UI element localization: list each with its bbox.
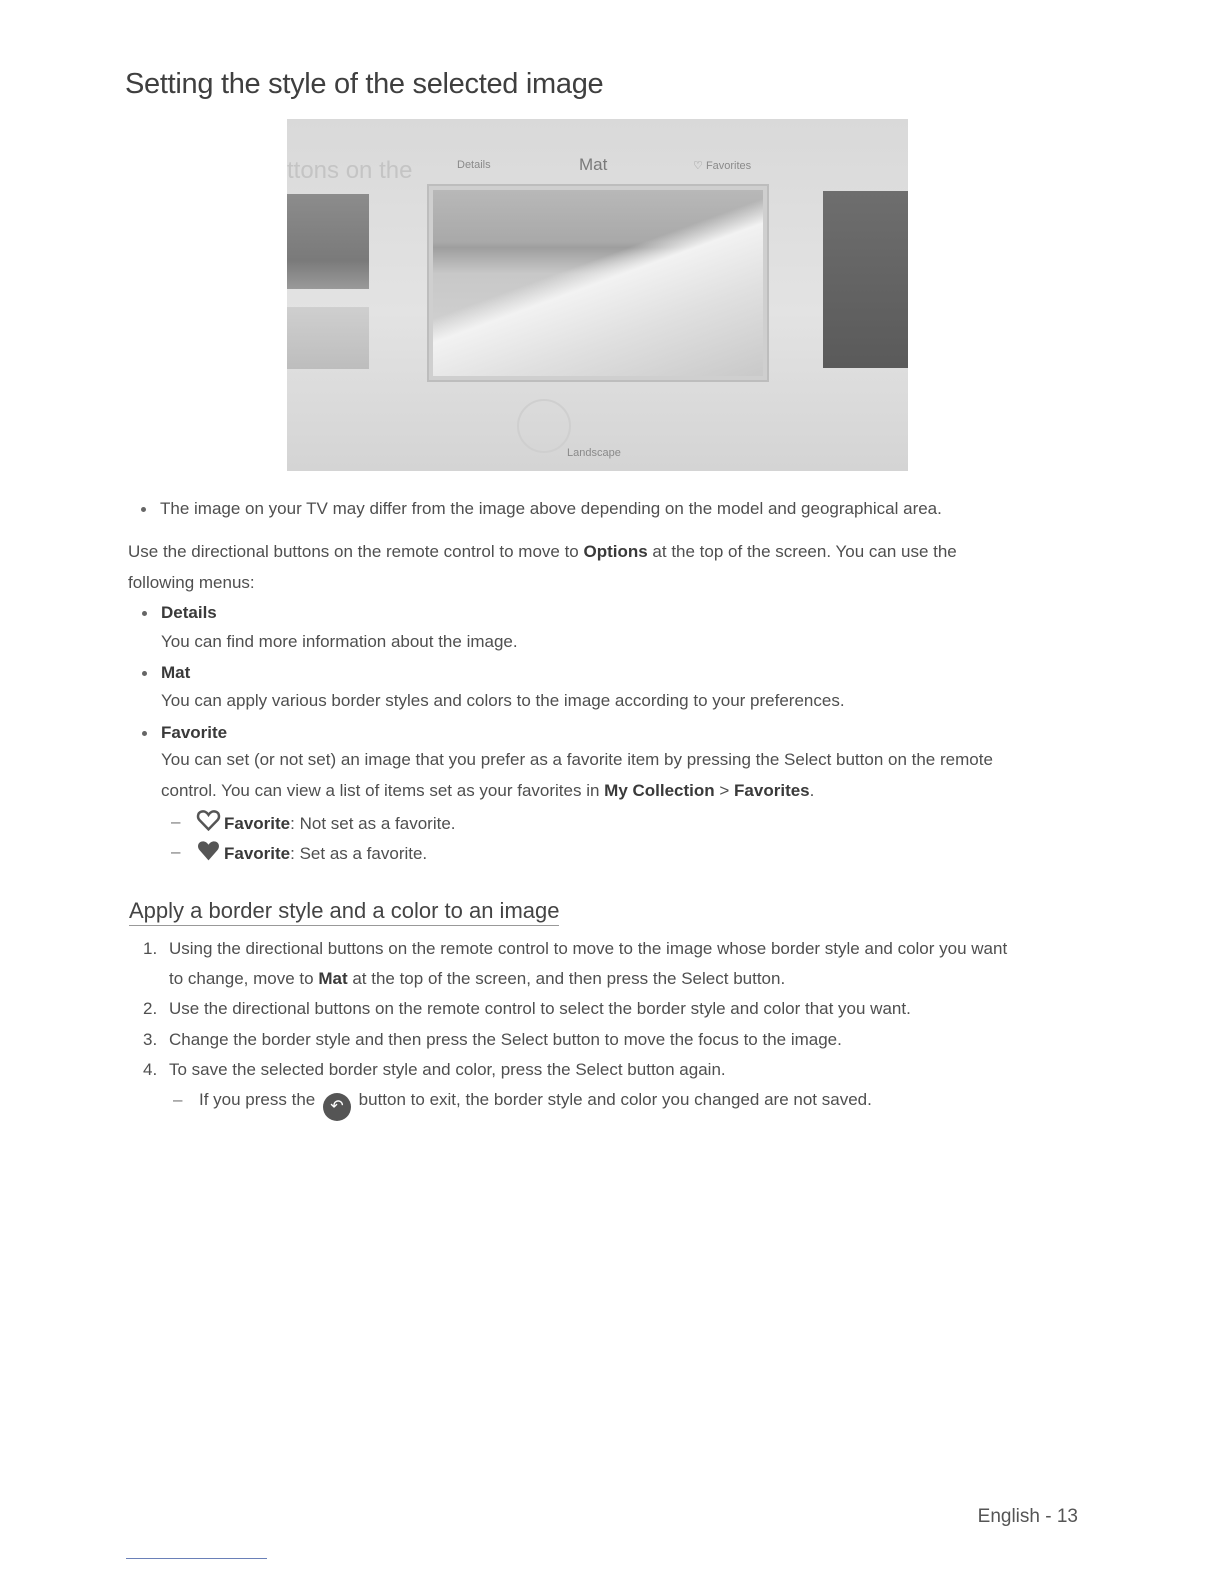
page-footer: English - 13 <box>977 1506 1078 1527</box>
favorite-state-set <box>196 837 427 869</box>
menu-item-label: Mat <box>161 663 191 682</box>
mat-term: Mat <box>318 969 348 988</box>
figure-prev-thumbnail-2 <box>287 307 369 369</box>
figure-beach-photo <box>433 190 763 376</box>
menu-item-mat-desc: You can apply various border styles and colors to the image according to your preferences. <box>161 691 845 710</box>
intro-options-term: Options <box>583 542 648 561</box>
favorite-state-text: : Set as a favorite. <box>290 844 428 863</box>
breadcrumb-separator: > <box>714 781 735 800</box>
dash-marker: – <box>171 842 181 861</box>
intro-line-2: following menus: <box>128 573 255 592</box>
menu-item-mat <box>161 658 190 688</box>
figure-caption: Landscape <box>567 447 621 459</box>
heart-outline-icon <box>196 807 221 833</box>
favorites-term: Favorites <box>734 781 810 800</box>
figure-next-thumbnail <box>823 191 908 368</box>
my-collection-term: My Collection <box>604 781 715 800</box>
figure-tab-details: Details <box>457 159 491 171</box>
menu-item-details <box>161 598 217 628</box>
favorite-state-label: Favorite <box>224 844 291 863</box>
step-number: 2. <box>143 999 158 1018</box>
figure-selected-image-mat <box>427 184 769 382</box>
step-text-end: at the top of the screen, and then press the Select button. <box>347 969 786 988</box>
favorite-desc-end: . <box>809 781 815 800</box>
figure-tab-favorites <box>693 159 751 172</box>
step-1-line-1: Using the directional buttons on the remote control to move to the image whose border style and color you want <box>169 939 1008 958</box>
menu-item-label: Favorite <box>161 723 228 742</box>
figure-circle-decoration <box>517 399 571 453</box>
section-heading: Apply a border style and a color to an image <box>129 898 559 926</box>
figure-tab-favorites-label: Favorites <box>705 160 752 172</box>
menu-item-favorite-desc-1: You can set (or not set) an image that you prefer as a favorite item by pressing the Select button on the remote <box>161 750 993 769</box>
menu-item-favorite-desc-2 <box>161 776 814 806</box>
figure-tab-mat: Mat <box>579 155 608 174</box>
dash-marker: – <box>173 1090 183 1109</box>
step-3: Change the border style and then press the Select button to move the focus to the image. <box>169 1030 842 1049</box>
step-2: Use the directional buttons on the remote control to select the border style and color that you want. <box>169 999 911 1018</box>
page-title: Setting the style of the selected image <box>125 68 604 100</box>
back-arrow-icon: ↶ <box>323 1093 351 1121</box>
step-text: to change, move to <box>169 969 319 988</box>
tv-screenshot-figure <box>287 119 908 471</box>
menu-item-favorite <box>161 718 227 748</box>
step-1-line-2 <box>169 964 785 994</box>
intro-text-end: at the top of the screen. You can use the <box>647 542 957 561</box>
figure-prev-thumbnail <box>287 194 369 289</box>
step-number: 3. <box>143 1030 158 1049</box>
heart-filled-icon <box>196 837 221 863</box>
intro-line-1 <box>128 537 957 567</box>
dash-marker: – <box>171 812 181 831</box>
favorite-state-label: Favorite <box>224 814 291 833</box>
intro-text: Use the directional buttons on the remote control to move to <box>128 542 584 561</box>
step-number: 1. <box>143 939 158 958</box>
exit-note <box>199 1085 872 1121</box>
footer-divider <box>126 1558 267 1559</box>
favorite-state-not-set <box>196 807 456 839</box>
heart-outline-icon: ♡ <box>693 160 703 172</box>
menu-item-details-desc: You can find more information about the image. <box>161 632 518 651</box>
figure-background-text: ttons on the <box>287 157 413 184</box>
favorite-desc-text: control. You can view a list of items set as your favorites in <box>161 781 605 800</box>
menu-item-label: Details <box>161 603 217 622</box>
exit-note-text: If you press the <box>199 1090 320 1109</box>
step-4: To save the selected border style and color, press the Select button again. <box>169 1060 726 1079</box>
exit-note-text-end: button to exit, the border style and color you changed are not saved. <box>353 1090 872 1109</box>
favorite-state-text: : Not set as a favorite. <box>290 814 456 833</box>
step-number: 4. <box>143 1060 158 1079</box>
note-image-may-differ: The image on your TV may differ from the image above depending on the model and geographical area. <box>160 494 942 524</box>
